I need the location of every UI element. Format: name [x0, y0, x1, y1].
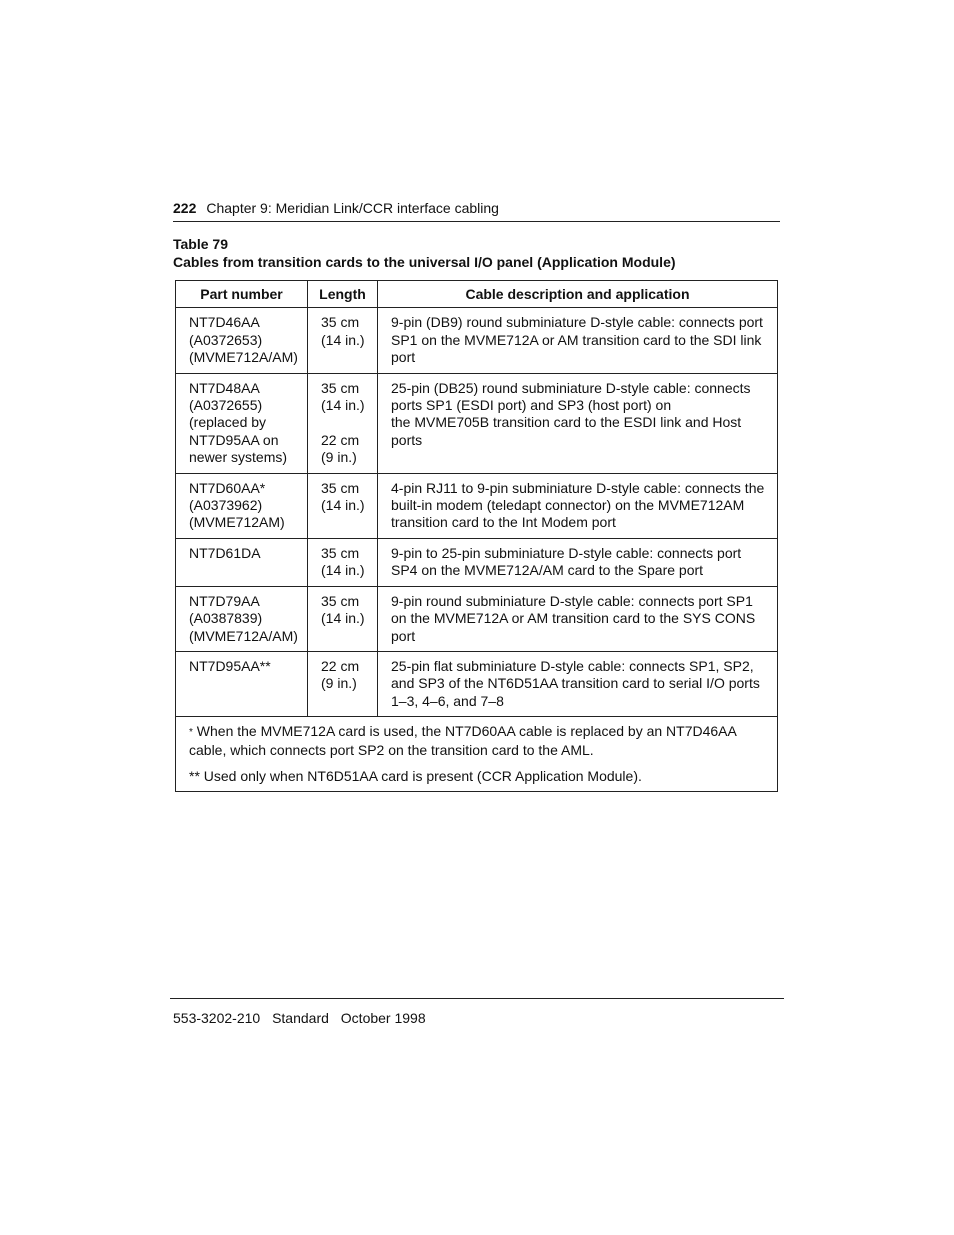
cell-description-line: port	[391, 627, 416, 644]
cell-length-line: (9 in.)	[321, 449, 357, 466]
cell-part-number-line: newer systems)	[189, 449, 288, 466]
cell-description-line: ports	[391, 431, 423, 448]
table-body	[176, 308, 778, 717]
cell-description-line: SP4 on the MVME712A/AM card to the Spare port	[391, 562, 704, 579]
table-row	[176, 538, 778, 586]
cell-part-number-line: (A0373962)	[189, 497, 263, 514]
cell-part-number	[176, 308, 308, 373]
table-caption	[173, 235, 676, 271]
cell-description-line: ports SP1 (ESDI port) and SP3 (host port) on	[391, 397, 672, 414]
cell-part-number-line: NT7D48AA	[189, 379, 260, 396]
document-date: October 1998	[340, 1010, 426, 1026]
cell-length	[308, 651, 378, 716]
cell-length-line: 35 cm	[321, 544, 360, 561]
table-row	[176, 651, 778, 716]
cell-length-line: 35 cm	[321, 314, 360, 331]
cell-description-line: 9-pin to 25-pin subminiature D-style cable: connects port	[391, 544, 742, 561]
cell-length-line: (14 in.)	[321, 331, 365, 348]
cell-length-line: (9 in.)	[321, 675, 357, 692]
cell-part-number-line: (MVME712A/AM)	[189, 349, 298, 366]
footnote-1-line-1: When the MVME712A card is used, the NT7D60AA cable is replaced by an NT7D46AA	[196, 723, 737, 740]
chapter-title: Chapter 9: Meridian Link/CCR interface cabling	[206, 200, 499, 216]
cell-description	[378, 473, 778, 538]
cable-table	[175, 280, 778, 792]
column-header-part-number: Part number	[176, 281, 308, 308]
cell-length-line: 35 cm	[321, 479, 360, 496]
cell-length-line: 35 cm	[321, 379, 360, 396]
cell-description-line: 4-pin RJ11 to 9-pin subminiature D-style cable: connects the	[391, 479, 765, 496]
cell-length	[308, 473, 378, 538]
cell-part-number	[176, 586, 308, 651]
cell-description-line: 25-pin flat subminiature D-style cable: connects SP1, SP2,	[391, 657, 754, 674]
cell-part-number-line: NT7D61DA	[189, 544, 261, 561]
cell-part-number-line: NT7D95AA**	[189, 657, 271, 674]
cell-length	[308, 308, 378, 373]
cell-part-number-line: NT7D60AA*	[189, 479, 266, 496]
cable-table-container	[175, 280, 777, 792]
cell-description	[378, 586, 778, 651]
cell-description-line: and SP3 of the NT6D51AA transition card to serial I/O ports	[391, 675, 760, 692]
cell-length	[308, 586, 378, 651]
cell-part-number-line: (MVME712AM)	[189, 514, 285, 531]
table-row	[176, 308, 778, 373]
page-header	[173, 200, 780, 222]
cell-description	[378, 651, 778, 716]
table-title: Cables from transition cards to the universal I/O panel (Application Module)	[173, 254, 676, 270]
document-number: 553-3202-210	[173, 1010, 261, 1026]
cell-part-number	[176, 651, 308, 716]
column-header-description: Cable description and application	[378, 281, 778, 308]
cell-part-number-line: (A0387839)	[189, 610, 263, 627]
cell-description-line: 1–3, 4–6, and 7–8	[391, 692, 504, 709]
cell-part-number-line: (A0372653)	[189, 331, 263, 348]
document-status: Standard	[272, 1010, 329, 1026]
cell-part-number-line: (MVME712A/AM)	[189, 627, 298, 644]
table-row	[176, 473, 778, 538]
cell-length-line: 22 cm	[321, 431, 360, 448]
table-row	[176, 373, 778, 473]
cell-description-line: 25-pin (DB25) round subminiature D-style cable: connects	[391, 379, 751, 396]
cell-description-line: SP1 on the MVME712A or AM transition card to the SDI link	[391, 331, 762, 348]
table-row	[176, 586, 778, 651]
cell-description-line: 9-pin round subminiature D-style cable: connects port SP1	[391, 592, 753, 609]
cell-part-number-line: (replaced by	[189, 414, 267, 431]
table-label: Table 79	[173, 236, 228, 252]
cell-length-line: (14 in.)	[321, 610, 365, 627]
cell-length-line: (14 in.)	[321, 397, 365, 414]
table-notes	[176, 717, 778, 792]
table-header-row	[176, 281, 778, 308]
cell-length	[308, 538, 378, 586]
cell-part-number	[176, 538, 308, 586]
cell-length-line	[321, 414, 371, 431]
cell-length-line: 22 cm	[321, 657, 360, 674]
cell-part-number-line: NT7D95AA on	[189, 431, 279, 448]
cell-description-line: built-in modem (teledapt connector) on the MVME712AM	[391, 497, 745, 514]
cell-length-line: (14 in.)	[321, 497, 365, 514]
page-number: 222	[173, 200, 197, 216]
cell-description	[378, 373, 778, 473]
cell-part-number-line: (A0372655)	[189, 397, 263, 414]
cell-description-line: transition card to the Int Modem port	[391, 514, 616, 531]
cell-part-number	[176, 373, 308, 473]
page-footer	[170, 998, 784, 1026]
cell-description-line: on the MVME712A or AM transition card to the SYS CONS	[391, 610, 756, 627]
footnote-1-line-2: cable, which connects port SP2 on the transition card to the AML.	[189, 741, 594, 758]
cell-length-line: (14 in.)	[321, 562, 365, 579]
footnote-double-asterisk: ** Used only when NT6D51AA card is present (CCR Application Module).	[189, 767, 642, 784]
cell-part-number-line: NT7D46AA	[189, 314, 260, 331]
cell-description	[378, 308, 778, 373]
cell-description-line: the MVME705B transition card to the ESDI link and Host	[391, 414, 742, 431]
cell-length-line: 35 cm	[321, 592, 360, 609]
table-notes-row	[176, 717, 778, 792]
cell-length	[308, 373, 378, 473]
column-header-length: Length	[308, 281, 378, 308]
footnote-marker: *	[189, 727, 193, 739]
cell-part-number-line: NT7D79AA	[189, 592, 260, 609]
cell-part-number	[176, 473, 308, 538]
cell-description	[378, 538, 778, 586]
cell-description-line: 9-pin (DB9) round subminiature D-style cable: connects port	[391, 314, 763, 331]
footnote-single-asterisk	[189, 723, 771, 759]
cell-description-line: port	[391, 349, 416, 366]
